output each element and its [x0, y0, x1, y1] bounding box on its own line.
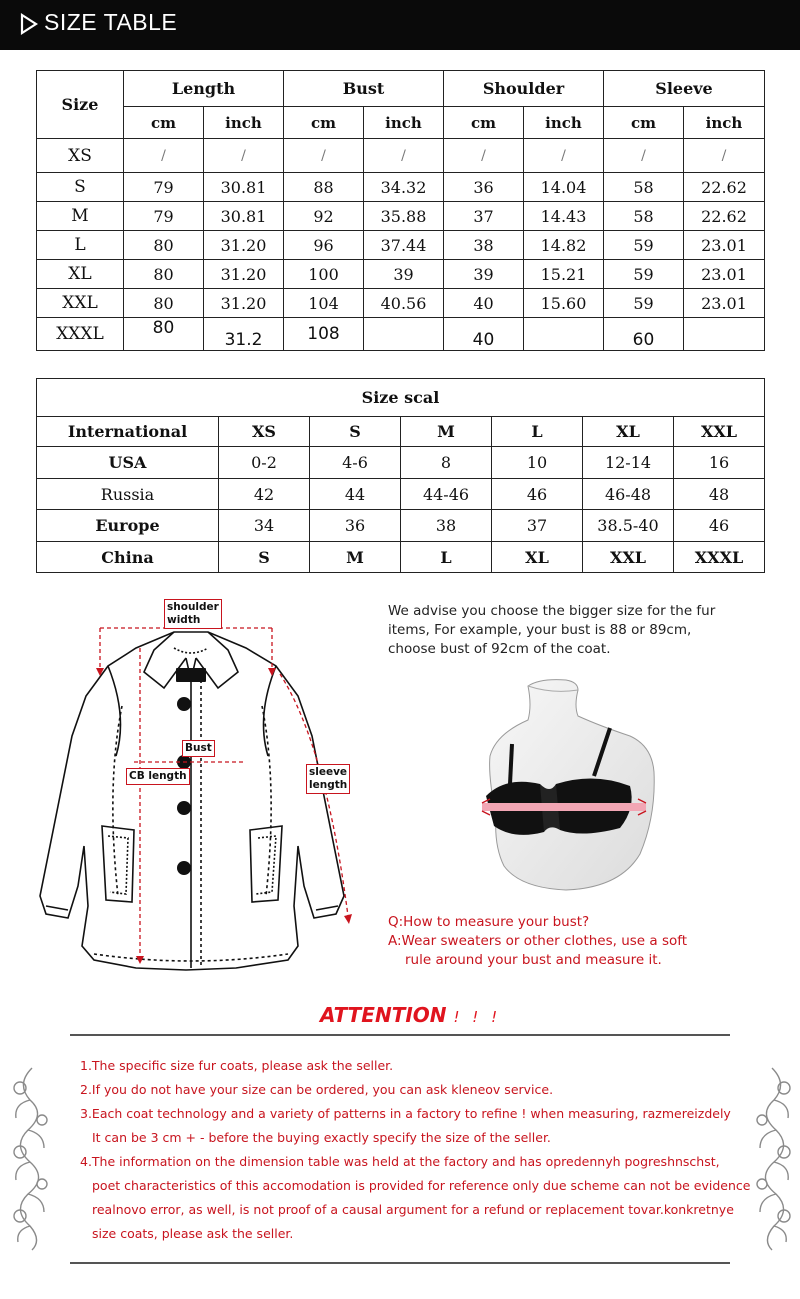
shoulder-width-label — [164, 599, 222, 629]
scale-value-cell: 37 — [492, 510, 583, 542]
note-line: size coats, please ask the seller. — [92, 1226, 294, 1241]
table-row — [37, 510, 765, 542]
table-row — [37, 447, 765, 479]
advice-text — [388, 602, 768, 659]
unit-header: cm — [604, 107, 684, 139]
size-cell: L — [37, 231, 124, 260]
value-cell: 104 — [284, 289, 364, 318]
question-text: Q:How to measure your bust? — [388, 914, 590, 930]
shoulder-label-line: shoulder — [167, 601, 219, 613]
value-cell: 30.81 — [204, 202, 284, 231]
value-cell: 14.82 — [524, 231, 604, 260]
scale-value-cell: 36 — [310, 510, 401, 542]
note-line: 2.If you do not have your size can be ordered, you can ask kleneov service. — [80, 1082, 554, 1097]
value-cell: 59 — [604, 289, 684, 318]
scale-header-cell: XS — [219, 417, 310, 447]
value-cell: / — [444, 139, 524, 173]
table-row — [37, 260, 765, 289]
scale-value-cell: 4-6 — [310, 447, 401, 479]
scale-header-cell: XL — [583, 417, 674, 447]
value-cell: / — [124, 139, 204, 173]
value-cell: 100 — [284, 260, 364, 289]
answer-text: rule around your bust and measure it. — [405, 952, 662, 968]
scale-value-cell: L — [401, 542, 492, 573]
value-cell: / — [204, 139, 284, 173]
table-row — [37, 173, 765, 202]
size-cell: XS — [37, 139, 124, 173]
region-cell: China — [37, 542, 219, 573]
scale-value-cell: 34 — [219, 510, 310, 542]
scale-value-cell: XXXL — [674, 542, 765, 573]
size-cell: XL — [37, 260, 124, 289]
value-cell: 39 — [364, 260, 444, 289]
scale-value-cell: M — [310, 542, 401, 573]
scale-value-cell: 48 — [674, 479, 765, 510]
sleeve-length-label — [306, 764, 350, 794]
value-cell: 96 — [284, 231, 364, 260]
scale-value-cell: 42 — [219, 479, 310, 510]
value-cell: 58 — [604, 173, 684, 202]
value-cell: 39 — [444, 260, 524, 289]
unit-header: inch — [684, 107, 765, 139]
scale-value-cell: 8 — [401, 447, 492, 479]
value-cell: 40 — [444, 289, 524, 318]
note-line: 1.The specific size fur coats, please ask the seller. — [80, 1058, 394, 1073]
advice-line: We advise you choose the bigger size for the fur — [388, 603, 716, 619]
value-cell: 79 — [124, 202, 204, 231]
value-cell: 31.2 — [204, 318, 284, 351]
unit-header: inch — [204, 107, 284, 139]
value-cell: / — [524, 139, 604, 173]
scale-header-cell: M — [401, 417, 492, 447]
table-row — [37, 479, 765, 510]
size-column-header: Size — [37, 71, 124, 139]
scale-value-cell: XXL — [583, 542, 674, 573]
table-row — [37, 417, 765, 447]
sleeve-label-line: sleeve — [309, 766, 348, 778]
table-row — [37, 202, 765, 231]
divider — [70, 1034, 730, 1036]
bust-header: Bust — [284, 71, 444, 107]
value-cell: 80 — [124, 260, 204, 289]
size-table — [36, 70, 765, 351]
value-cell: / — [604, 139, 684, 173]
scale-value-cell: 44 — [310, 479, 401, 510]
value-cell: 15.60 — [524, 289, 604, 318]
value-cell: 23.01 — [684, 289, 765, 318]
value-cell: 37 — [444, 202, 524, 231]
value-cell: 59 — [604, 260, 684, 289]
mannequin-bra-image — [470, 676, 660, 894]
note-line: realnovo error, as well, is not proof of a causal argument for a refund or replacement tovar.konkretnye — [92, 1202, 734, 1217]
scale-value-cell: 38.5-40 — [583, 510, 674, 542]
length-header: Length — [124, 71, 284, 107]
value-cell: 15.21 — [524, 260, 604, 289]
attention-word: ATTENTION — [320, 1003, 447, 1027]
table-row — [37, 289, 765, 318]
table-row — [37, 139, 765, 173]
size-cell: M — [37, 202, 124, 231]
value-cell: 40 — [444, 318, 524, 351]
scale-title: Size scal — [37, 379, 765, 417]
value-cell: 22.62 — [684, 173, 765, 202]
scale-value-cell: 0-2 — [219, 447, 310, 479]
table-row — [37, 542, 765, 573]
sleeve-header: Sleeve — [604, 71, 765, 107]
size-cell: XXL — [37, 289, 124, 318]
note-line: poet characteristics of this accomodation is provided for reference only due scheme can not be evidence — [92, 1178, 751, 1193]
table-row — [37, 318, 765, 351]
value-cell: 22.62 — [684, 202, 765, 231]
cb-length-label: CB length — [126, 768, 190, 785]
value-cell: 30.81 — [204, 173, 284, 202]
value-cell: 92 — [284, 202, 364, 231]
value-cell: 31.20 — [204, 289, 284, 318]
scale-value-cell: XL — [492, 542, 583, 573]
value-cell: 40.56 — [364, 289, 444, 318]
unit-header: inch — [364, 107, 444, 139]
divider — [70, 1262, 730, 1264]
attention-marks: ! ! ! — [453, 1008, 502, 1026]
value-cell: 79 — [124, 173, 204, 202]
value-cell: 108 — [284, 318, 364, 351]
page-title: SIZE TABLE — [44, 9, 178, 35]
scale-header-cell: S — [310, 417, 401, 447]
shoulder-label-line: width — [167, 614, 201, 626]
value-cell: 23.01 — [684, 231, 765, 260]
scale-value-cell: 16 — [674, 447, 765, 479]
value-cell: / — [284, 139, 364, 173]
scale-value-cell: S — [219, 542, 310, 573]
size-cell: XXXL — [37, 318, 124, 351]
value-cell: 14.43 — [524, 202, 604, 231]
scale-header-cell: L — [492, 417, 583, 447]
right-ornament-icon — [746, 1064, 798, 1254]
scale-header-cell: International — [37, 417, 219, 447]
scale-header-cell: XXL — [674, 417, 765, 447]
note-line: 4.The information on the dimension table was held at the factory and has opredennyh pogreshnschst, — [80, 1154, 720, 1169]
play-triangle-icon — [20, 13, 38, 35]
value-cell: 38 — [444, 231, 524, 260]
value-cell: 36 — [444, 173, 524, 202]
scale-value-cell: 46 — [674, 510, 765, 542]
measure-qa — [388, 913, 768, 970]
value-cell: 58 — [604, 202, 684, 231]
attention-heading — [320, 1003, 501, 1027]
note-line: It can be 3 cm + - before the buying exactly specify the size of the seller. — [92, 1130, 551, 1145]
unit-header: cm — [444, 107, 524, 139]
scale-value-cell: 46 — [492, 479, 583, 510]
value-cell: 31.20 — [204, 231, 284, 260]
unit-header: cm — [124, 107, 204, 139]
sleeve-label-line: length — [309, 779, 348, 791]
value-cell: 80 — [124, 318, 204, 351]
value-cell: 31.20 — [204, 260, 284, 289]
value-cell: / — [684, 139, 765, 173]
bust-label: Bust — [182, 740, 215, 757]
value-cell — [684, 318, 765, 351]
value-cell: 37.44 — [364, 231, 444, 260]
region-cell: Russia — [37, 479, 219, 510]
advice-line: choose bust of 92cm of the coat. — [388, 641, 611, 657]
value-cell: / — [364, 139, 444, 173]
value-cell — [524, 318, 604, 351]
scale-value-cell: 38 — [401, 510, 492, 542]
value-cell: 23.01 — [684, 260, 765, 289]
left-ornament-icon — [6, 1064, 58, 1254]
note-line: 3.Each coat technology and a variety of patterns in a factory to refine ! when measuring, razmereizdely — [80, 1106, 731, 1121]
scale-value-cell: 12-14 — [583, 447, 674, 479]
table-row — [37, 231, 765, 260]
scale-value-cell: 10 — [492, 447, 583, 479]
answer-text: A:Wear sweaters or other clothes, use a soft — [388, 933, 688, 949]
value-cell: 88 — [284, 173, 364, 202]
unit-header: inch — [524, 107, 604, 139]
scale-value-cell: 46-48 — [583, 479, 674, 510]
size-scale-table — [36, 378, 765, 573]
shoulder-header: Shoulder — [444, 71, 604, 107]
value-cell: 35.88 — [364, 202, 444, 231]
value-cell: 14.04 — [524, 173, 604, 202]
value-cell: 80 — [124, 289, 204, 318]
value-cell: 59 — [604, 231, 684, 260]
notes-list — [80, 1054, 751, 1246]
size-cell: S — [37, 173, 124, 202]
value-cell — [364, 318, 444, 351]
region-cell: USA — [37, 447, 219, 479]
value-cell: 60 — [604, 318, 684, 351]
region-cell: Europe — [37, 510, 219, 542]
value-cell: 34.32 — [364, 173, 444, 202]
value-cell: 80 — [124, 231, 204, 260]
advice-line: items, For example, your bust is 88 or 89cm, — [388, 622, 692, 638]
unit-header: cm — [284, 107, 364, 139]
scale-value-cell: 44-46 — [401, 479, 492, 510]
header-bar — [0, 0, 800, 50]
